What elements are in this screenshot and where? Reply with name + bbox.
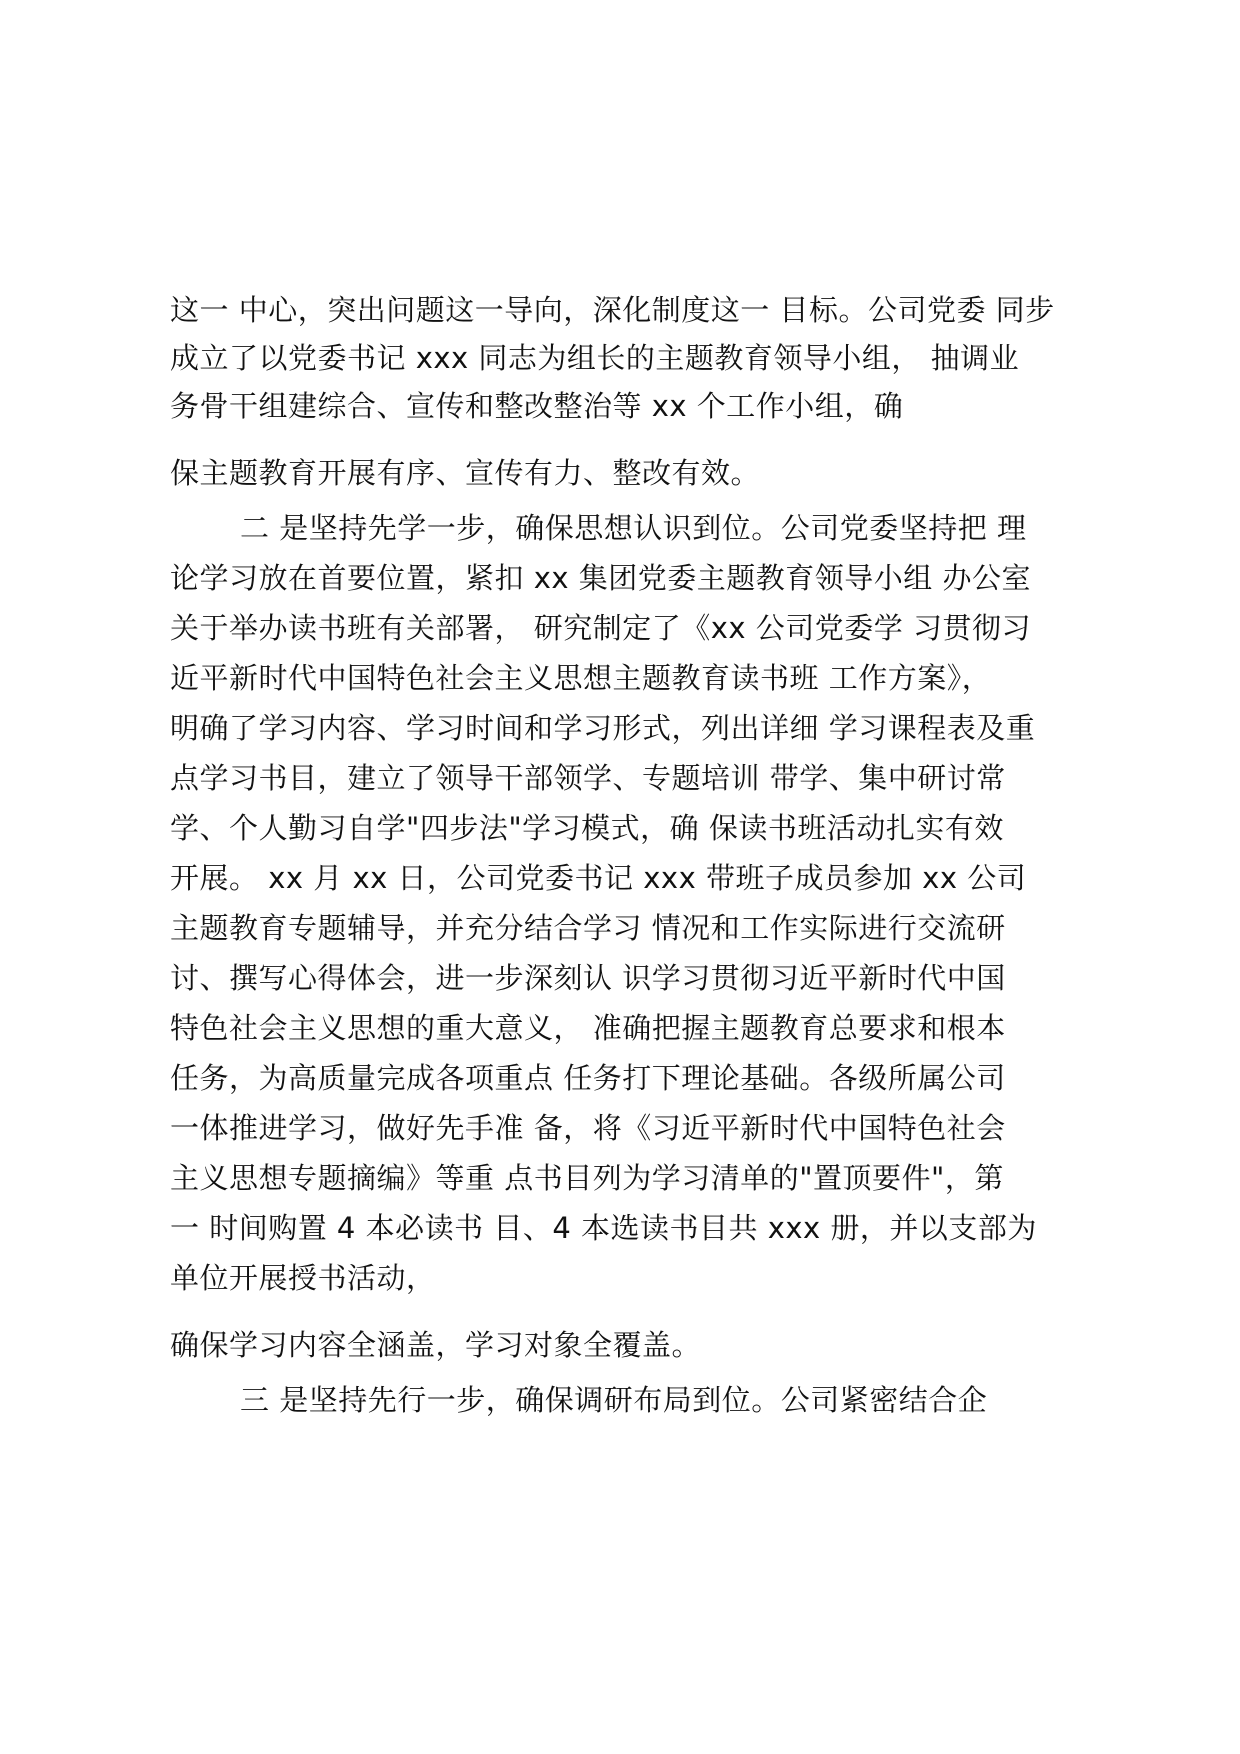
text-line-4: 保主题教育开展有序、宣传有力、整改有效。 [170,456,761,490]
text-line-9: 明确了学习内容、学习时间和学习形式，列出详细 学习课程表及重 [170,711,1036,745]
text-line-10: 点学习书目，建立了领导干部领学、专题培训 带学、集中研讨常 [170,761,1006,795]
text-line-15: 特色社会主义思想的重大意义， 准确把握主题教育总要求和根本 [170,1011,1006,1045]
text-line-19: 一 时间购置 4 本必读书 目、4 本选读书目共 xxx 册，并以支部为 [170,1211,1037,1245]
text-line-1: 这一 中心，突出问题这一导向，深化制度这一 目标。公司党委 同步 [170,293,1055,327]
text-line-7: 关于举办读书班有关部署， 研究制定了《xx 公司党委学 习贯彻习 [170,611,1031,645]
text-line-6: 论学习放在首要位置，紧扣 xx 集团党委主题教育领导小组 办公室 [170,561,1031,595]
text-line-3: 务骨干组建综合、宣传和整改整治等 xx 个工作小组，确 [170,389,904,423]
text-line-13: 主题教育专题辅导，并充分结合学习 情况和工作实际进行交流研 [170,911,1006,945]
text-line-17: 一体推进学习，做好先手准 备，将《习近平新时代中国特色社会 [170,1111,1006,1145]
text-line-20: 单位开展授书活动， [170,1261,436,1295]
text-line-2: 成立了以党委书记 xxx 同志为组长的主题教育领导小组， 抽调业 [170,341,1020,375]
paragraph-three-first-line: 三 是坚持先行一步，确保调研布局到位。公司紧密结合企 [240,1383,988,1417]
text-line-16: 任务，为高质量完成各项重点 任务打下理论基础。各级所属公司 [170,1061,1006,1095]
text-line-21: 确保学习内容全涵盖，学习对象全覆盖。 [170,1328,702,1362]
paragraph-two-first-line: 二 是坚持先学一步，确保思想认识到位。公司党委坚持把 理 [240,511,1027,545]
text-line-8: 近平新时代中国特色社会主义思想主题教育读书班 工作方案》， [170,661,992,695]
text-line-12: 开展。 xx 月 xx 日，公司党委书记 xxx 带班子成员参加 xx 公司 [170,861,1027,895]
text-line-14: 讨、撰写心得体会，进一步深刻认 识学习贯彻习近平新时代中国 [170,961,1006,995]
text-line-18: 主义思想专题摘编》等重 点书目列为学习清单的"置顶要件"，第 [170,1161,1004,1195]
text-line-11: 学、个人勤习自学"四步法"学习模式，确 保读书班活动扎实有效 [170,811,1004,845]
